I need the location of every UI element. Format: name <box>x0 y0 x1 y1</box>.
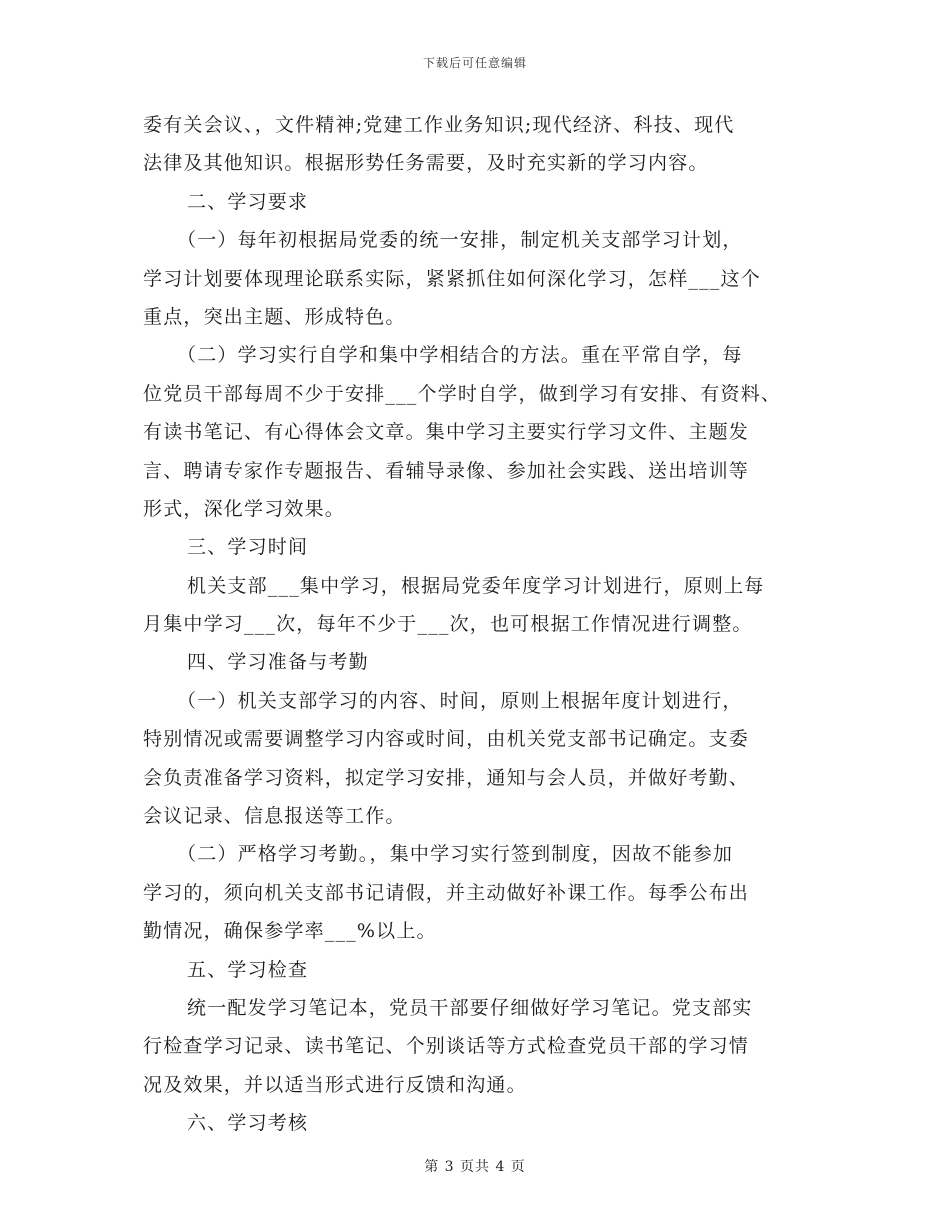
section-heading: 四、学习准备与考勤 <box>187 651 369 674</box>
text-line: 特别情况或需要调整学习内容或时间，由机关党支部书记确定。支委 <box>143 728 750 751</box>
text-line: 重点，突出主题、形成特色。 <box>143 305 406 328</box>
paragraph-start-line: 机关支部___集中学习，根据局党委年度学习计划进行，原则上每 <box>187 574 765 597</box>
text-line: 形式，深化学习效果。 <box>143 497 346 520</box>
text-line: 月集中学习___次，每年不少于___次，也可根据工作情况进行调整。 <box>143 613 753 636</box>
section-heading: 二、学习要求 <box>187 190 309 213</box>
text-line: 学习的，须向机关支部书记请假，并主动做好补课工作。每季公布出 <box>143 881 750 904</box>
text-line: 言、聘请专家作专题报告、看辅导录像、参加社会实践、送出培训等 <box>143 459 750 482</box>
text-line: 有读书笔记、有心得体会文章。集中学习主要实行学习文件、主题发 <box>143 421 750 444</box>
subsection-line: （一）机关支部学习的内容、时间，原则上根据年度计划进行， <box>177 689 743 712</box>
page-header: 下载后可任意编辑 <box>422 56 527 70</box>
text-line: 位党员干部每周不少于安排___个学时自学，做到学习有安排、有资料、 <box>143 382 782 405</box>
text-line: 会议记录、信息报送等工作。 <box>143 805 406 828</box>
text-line: 行检查学习记录、读书笔记、个别谈话等方式检查党员干部的学习情 <box>143 1035 750 1058</box>
text-line: 况及效果，并以适当形式进行反馈和沟通。 <box>143 1073 527 1096</box>
page-footer: 第 3 页共 4 页 <box>424 1159 526 1175</box>
section-heading: 五、学习检查 <box>187 958 309 981</box>
text-line: 委有关会议、，文件精神;党建工作业务知识;现代经济、科技、现代 <box>143 114 735 136</box>
text-line: 勤情况，确保参学率___%以上。 <box>143 920 437 943</box>
text-line: 法律及其他知识。根据形势任务需要，及时充实新的学习内容。 <box>143 152 709 175</box>
paragraph-start-line: 统一配发学习笔记本，党员干部要仔细做好学习笔记。党支部实 <box>187 996 753 1019</box>
document-body <box>143 106 823 1143</box>
subsection-line: （二）严格学习考勤。，集中学习实行签到制度，因故不能参加 <box>177 843 734 866</box>
subsection-line: （一）每年初根据局党委的统一安排，制定机关支部学习计划， <box>177 229 743 252</box>
subsection-line: （二）学习实行自学和集中学相结合的方法。重在平常自学，每 <box>177 344 743 367</box>
section-heading: 三、学习时间 <box>187 536 309 559</box>
text-line: 学习计划要体现理论联系实际，紧紧抓住如何深化学习，怎样___这个 <box>143 267 761 290</box>
section-heading: 六、学习考核 <box>187 1112 309 1135</box>
text-line: 会负责准备学习资料，拟定学习安排，通知与会人员，并做好考勤、 <box>143 766 750 789</box>
